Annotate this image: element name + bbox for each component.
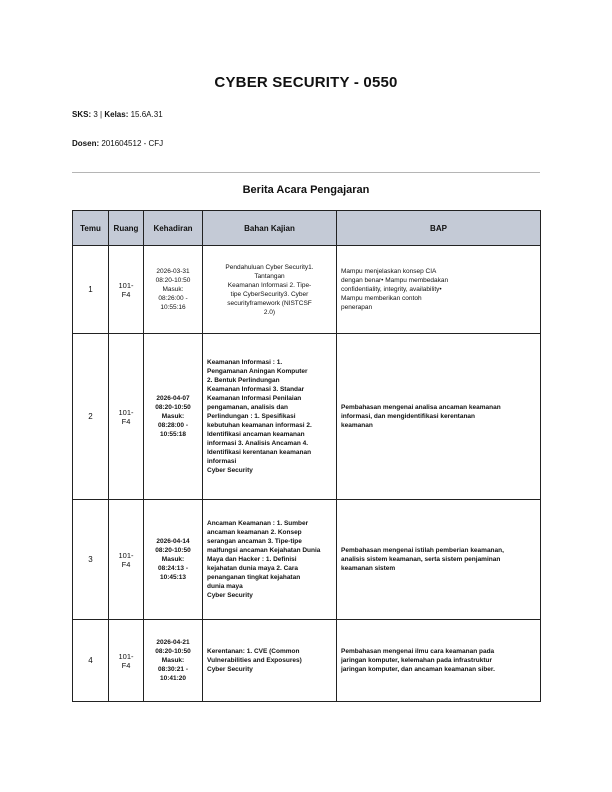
sks-value: 3 xyxy=(93,110,98,119)
bap-line: confidentiality, integrity, availability• xyxy=(341,286,442,293)
bahan-line: Identifikasi ancaman keamanan xyxy=(207,431,305,438)
bahan-line: informasi 3. Analisis Ancaman 4. xyxy=(207,440,309,447)
temu-cell: 4 xyxy=(73,620,109,702)
bap-line: keamanan xyxy=(341,422,373,429)
bahan-line: securityframework (NISTCSF xyxy=(227,299,312,307)
kehadiran-line: 2026-03-31 xyxy=(156,268,190,275)
table-row xyxy=(73,620,541,702)
bap-cell xyxy=(337,500,541,620)
bahan-line: serangan ancaman 3. Tipe-tipe xyxy=(207,538,302,545)
kehadiran-line: 08:20-10:50 xyxy=(155,277,191,284)
bap-line: analisis sistem keamanan, serta sistem penjaminan xyxy=(341,556,501,563)
course-title: CYBER SECURITY - 0550 xyxy=(214,74,398,91)
ruang-line: F4 xyxy=(121,660,131,670)
kehadiran-line: 2026-04-14 xyxy=(156,538,190,545)
bahan-line: Cyber Security xyxy=(207,467,253,474)
ruang-line: 101- xyxy=(118,651,134,661)
bahan-line: Cyber Security xyxy=(207,592,253,599)
kehadiran-line: 08:20-10:50 xyxy=(155,547,191,554)
bap-cell xyxy=(337,334,541,500)
bahan-kajian-cell xyxy=(203,500,337,620)
table-row xyxy=(73,246,541,334)
bap-line: jaringan komputer, kelemahan pada infrastruktur xyxy=(341,657,492,664)
kehadiran-line: 10:55:18 xyxy=(159,431,187,438)
table-row xyxy=(73,500,541,620)
kehadiran-line: 10:41:20 xyxy=(159,675,187,682)
bahan-line: 2. Bentuk Perlindungan xyxy=(207,377,280,384)
bahan-line: Pendahuluan Cyber Security1. xyxy=(225,263,314,271)
kehadiran-cell xyxy=(144,246,203,334)
bahan-line: Ancaman Keamanan : 1. Sumber xyxy=(207,520,309,527)
table-header-row xyxy=(73,211,541,246)
kehadiran-cell xyxy=(144,620,203,702)
ruang-line: F4 xyxy=(121,559,131,569)
kehadiran-line: 08:26:00 - xyxy=(158,295,188,302)
section-title: Berita Acara Pengajaran xyxy=(242,184,370,196)
header-temu: Temu xyxy=(73,211,109,246)
bahan-line: informasi xyxy=(207,458,237,465)
bap-line: Pembahasan mengenai analisa ancaman keamanan xyxy=(341,404,501,411)
kelas-label: Kelas: xyxy=(104,110,129,119)
bap-line: jaringan komputer, dan ancaman keamanan siber. xyxy=(341,666,495,673)
bap-table xyxy=(72,210,541,702)
bahan-line: Tantangan xyxy=(254,272,285,280)
kehadiran-line: 2026-04-21 xyxy=(156,639,190,646)
bahan-line: pengamanan, analisis dan xyxy=(207,404,288,411)
kehadiran-line: 2026-04-07 xyxy=(156,395,190,402)
kehadiran-cell xyxy=(144,334,203,500)
kehadiran-cell xyxy=(144,500,203,620)
dosen-label: Dosen: xyxy=(72,139,100,148)
ruang-line: 101- xyxy=(118,407,134,417)
kehadiran-line: Masuk: xyxy=(161,657,185,664)
bahan-line: Kerentanan: 1. CVE (Common xyxy=(207,648,300,655)
ruang-line: F4 xyxy=(121,416,131,426)
sks-kelas-line xyxy=(72,110,163,119)
ruang-line: 101- xyxy=(118,280,134,290)
kehadiran-line: 10:55:16 xyxy=(160,304,186,311)
header-kehadiran: Kehadiran xyxy=(144,211,203,246)
table-row xyxy=(73,334,541,500)
bahan-kajian-cell xyxy=(203,620,337,702)
ruang-cell xyxy=(109,334,144,500)
header-ruang: Ruang xyxy=(109,211,144,246)
bahan-line: Cyber Security xyxy=(207,666,253,673)
kehadiran-line: 08:20-10:50 xyxy=(155,648,191,655)
bap-line: Pembahasan mengenai istilah pemberian keamanan, xyxy=(341,547,504,554)
bahan-line: Pengamanan Aningan Komputer xyxy=(207,368,308,375)
kehadiran-line: Masuk: xyxy=(162,286,184,293)
kehadiran-line: 10:45:13 xyxy=(159,574,187,581)
ruang-cell xyxy=(109,246,144,334)
kehadiran-line: 08:24:13 - xyxy=(158,565,188,572)
bahan-kajian-cell xyxy=(203,334,337,500)
bahan-line: Keamanan Informasi 3. Standar xyxy=(207,386,305,393)
bahan-line: penanganan tingkat kejahatan xyxy=(207,574,301,581)
ruang-cell xyxy=(109,500,144,620)
divider xyxy=(72,172,540,173)
bap-line: Pembahasan mengenai ilmu cara keamanan pada xyxy=(341,648,495,655)
bap-cell xyxy=(337,620,541,702)
bap-cell xyxy=(337,246,541,334)
bap-line: dengan benar• Mampu membedakan xyxy=(341,277,449,284)
dosen-value: 201604512 - CFJ xyxy=(101,139,164,148)
kehadiran-line: 08:30:21 - xyxy=(158,666,188,673)
kehadiran-line: Masuk: xyxy=(161,413,185,420)
bahan-line: kejahatan dunia maya 2. Cara xyxy=(207,565,299,572)
bahan-line: 2.0) xyxy=(263,308,276,316)
temu-cell: 3 xyxy=(73,500,109,620)
kehadiran-line: Masuk: xyxy=(161,556,185,563)
bahan-kajian-cell xyxy=(203,246,337,334)
dosen-line xyxy=(72,139,163,148)
header-bap: BAP xyxy=(337,211,541,246)
bap-line: penerapan xyxy=(341,304,373,311)
bahan-line: Identifikasi kerentanan keamanan xyxy=(207,449,312,456)
bahan-line: Vulnerabilities and Exposures) xyxy=(207,657,302,664)
bahan-line: Maya dan Hacker : 1. Definisi xyxy=(207,556,297,563)
kelas-value: 15.6A.31 xyxy=(130,110,163,119)
bahan-line: tipe CyberSecurity3. Cyber xyxy=(230,290,309,298)
bahan-line: Keamanan Informasi 2. Tipe- xyxy=(227,281,312,289)
sks-label: SKS: xyxy=(72,110,92,119)
bahan-line: Keamanan Informasi Penilaian xyxy=(207,395,302,402)
kehadiran-line: 08:20-10:50 xyxy=(155,404,191,411)
bap-line: Mampu memberikan contoh xyxy=(341,295,422,302)
temu-cell: 1 xyxy=(73,246,109,334)
temu-cell: 2 xyxy=(73,334,109,500)
bap-line: keamanan sistem xyxy=(341,565,396,572)
bahan-line: malfungsi ancaman Kejahatan Dunia xyxy=(207,547,321,554)
bap-line: Mampu menjelaskan konsep CIA xyxy=(341,268,437,275)
bahan-line: kebutuhan keamanan informasi 2. xyxy=(207,422,312,429)
bap-line: informasi, dan mengidentifikasi kerentanan xyxy=(341,413,476,420)
header-bahan-kajian: Bahan Kajian xyxy=(203,211,337,246)
bahan-line: ancaman keamanan 2. Konsep xyxy=(207,529,302,536)
ruang-cell xyxy=(109,620,144,702)
bahan-line: Perlindungan : 1. Spesifikasi xyxy=(207,413,296,420)
bahan-line: dunia maya xyxy=(207,583,243,590)
bahan-line: Keamanan Informasi : 1. xyxy=(207,359,283,366)
kehadiran-line: 08:28:00 - xyxy=(158,422,188,429)
ruang-line: F4 xyxy=(121,289,131,299)
ruang-line: 101- xyxy=(118,550,134,560)
separator: | xyxy=(100,110,103,119)
